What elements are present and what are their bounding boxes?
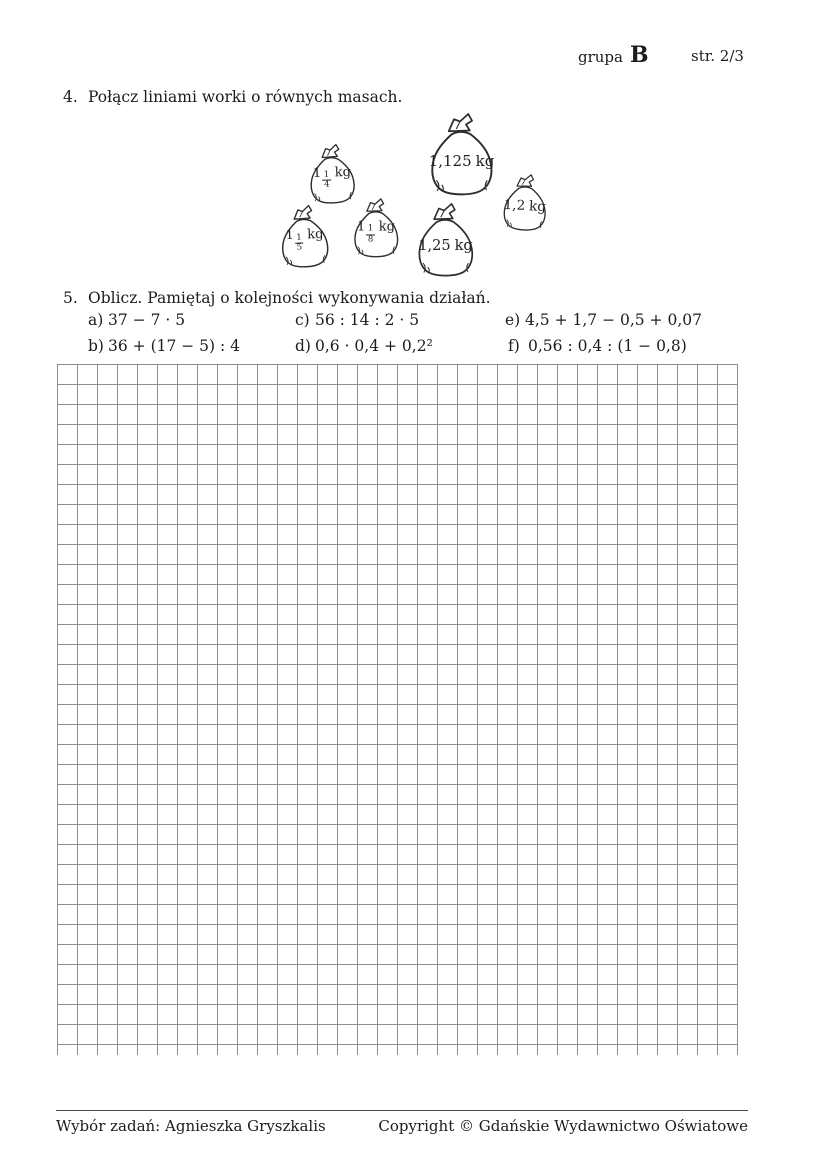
group-letter: B — [629, 42, 649, 68]
fraction: $\frac{1}{4}$ — [323, 169, 330, 191]
sack-1-1-5-kg — [275, 203, 334, 270]
group-label — [578, 42, 649, 68]
task4-number: 4. — [63, 88, 78, 106]
expression-e: e) 4,5 + 1,7 − 0,5 + 0,07 — [505, 311, 702, 329]
sack-1-25-kg — [412, 201, 479, 279]
footer-credit: Wybór zadań: Agnieszka Gryszkalis — [56, 1117, 326, 1135]
sack-1-2-kg — [497, 172, 552, 234]
sack-weight-label: 1 $\frac{1}{5}$ kg — [285, 227, 324, 253]
task5-title: Oblicz. Pamiętaj o kolejności wykonywania działań. — [88, 289, 491, 307]
expression-b: b) 36 + (17 − 5) : 4 — [88, 337, 241, 355]
sack-1-125-kg — [424, 111, 499, 198]
page-number: str. 2/3 — [691, 47, 744, 65]
sack-weight-label: 1 $\frac{1}{8}$ kg — [357, 219, 395, 245]
sack-weight-label: 1 $\frac{1}{4}$ kg — [312, 164, 352, 191]
sack-1-1-8-kg — [349, 196, 403, 260]
fraction: $\frac{1}{5}$ — [296, 232, 303, 253]
footer-copyright: Copyright © Gdańskie Wydawnictwo Oświatowe — [378, 1117, 748, 1135]
fraction: $\frac{1}{8}$ — [367, 223, 374, 245]
expression-d: d) 0,6 · 0,4 + 0,2² — [295, 337, 433, 355]
expression-f: f) 0,56 : 0,4 : (1 − 0,8) — [508, 337, 687, 355]
footer-divider — [56, 1110, 748, 1111]
expression-c: c) 56 : 14 : 2 · 5 — [295, 311, 420, 329]
group-word: grupa — [578, 48, 623, 66]
sack-weight-label: 1,25 kg — [418, 238, 473, 255]
sack-weight-label: 1,125 kg — [428, 151, 495, 170]
task5-number: 5. — [63, 289, 78, 307]
sack-weight-label: 1,2 kg — [503, 196, 547, 216]
graph-paper-grid — [57, 364, 738, 1055]
expression-a: a) 37 − 7 · 5 — [88, 311, 186, 329]
task4-title: Połącz liniami worki o równych masach. — [88, 88, 403, 106]
